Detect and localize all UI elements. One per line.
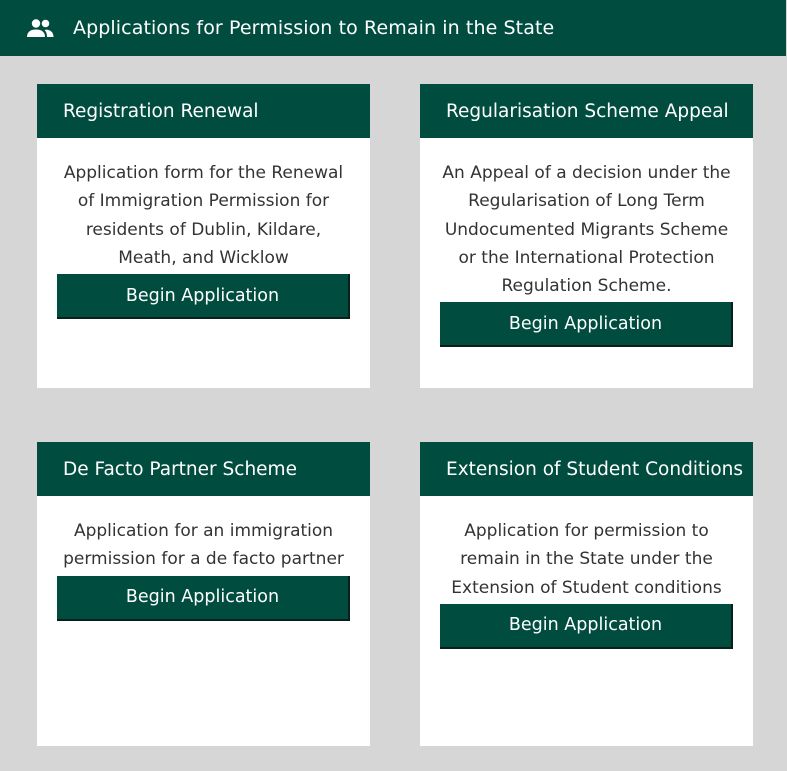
begin-application-button[interactable]: Begin Application — [57, 576, 350, 621]
card-description: An Appeal of a decision under the Regularisation of Long Term Undocumented Migrants Scheme or the International Protection Regulation Scheme. — [442, 163, 731, 297]
begin-application-button[interactable]: Begin Application — [440, 302, 733, 347]
card-description: Application form for the Renewal of Immigration Permission for residents of Dublin, Kildare, Meath, and Wicklow — [63, 163, 344, 268]
begin-application-button[interactable]: Begin Application — [440, 604, 733, 649]
begin-application-button[interactable]: Begin Application — [57, 274, 350, 319]
card-title: Regularisation Scheme Appeal — [420, 84, 753, 138]
card-title: Registration Renewal — [37, 84, 370, 138]
people-icon — [26, 18, 54, 38]
card-extension-of-student-conditions — [420, 442, 753, 746]
page-header — [0, 0, 786, 56]
card-title: De Facto Partner Scheme — [37, 442, 370, 496]
card-description: Application for permission to remain in the State under the Extension of Student conditions — [451, 521, 722, 598]
card-description: Application for an immigration permission for a de facto partner — [63, 521, 344, 570]
card-title: Extension of Student Conditions — [420, 442, 753, 496]
card-de-facto-partner-scheme — [37, 442, 370, 746]
page-title: Applications for Permission to Remain in the State — [73, 17, 555, 39]
card-registration-renewal — [37, 84, 370, 388]
card-regularisation-scheme-appeal — [420, 84, 753, 388]
